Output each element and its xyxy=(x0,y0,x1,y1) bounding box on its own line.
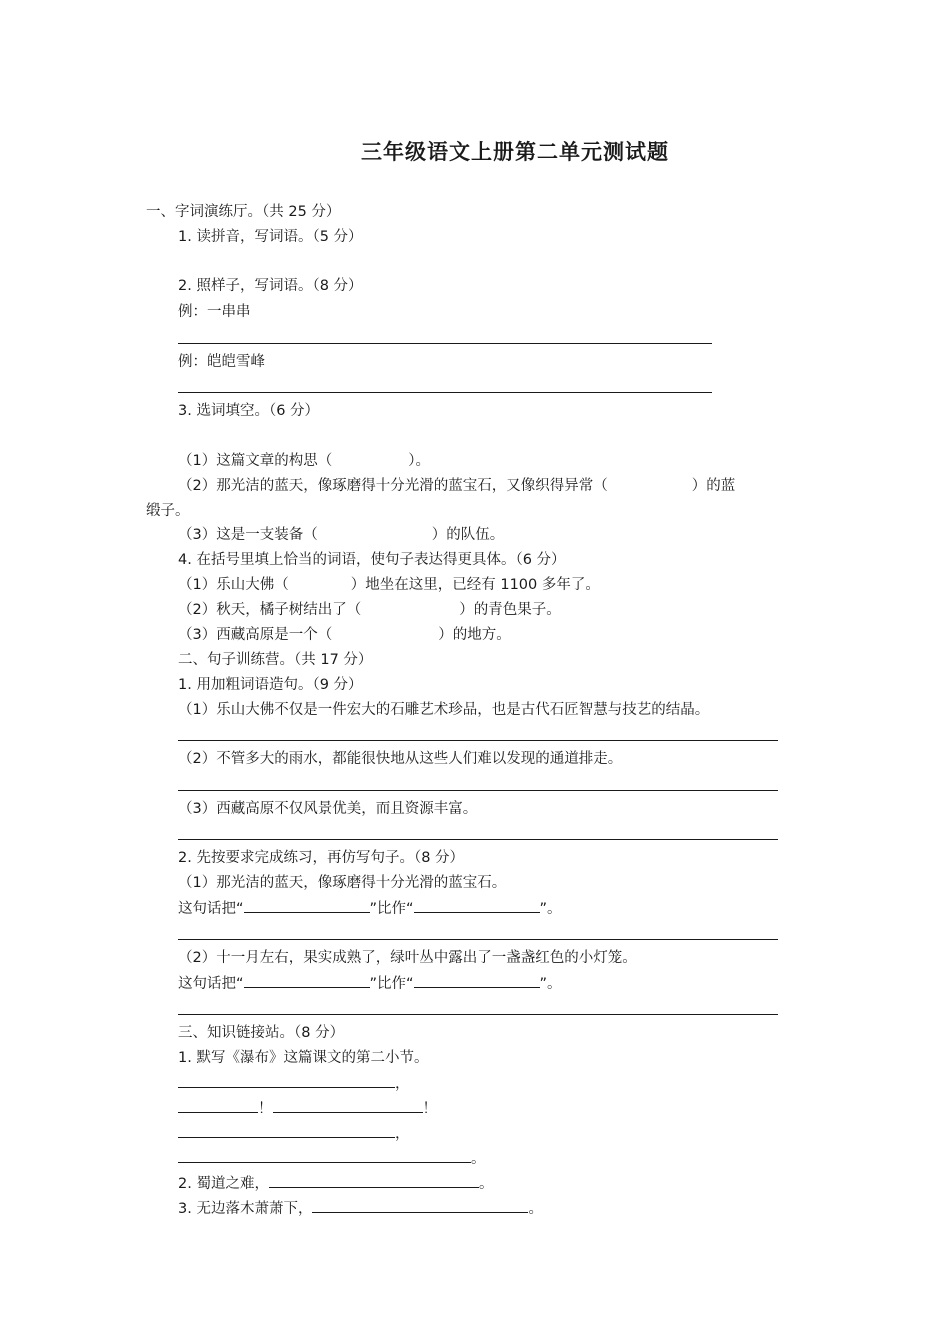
section-1-heading: 一、字词演练厅。（共 25 分） xyxy=(146,204,341,220)
recite-line-3 xyxy=(178,1123,410,1144)
sentence-item-3: （3）西藏高原不仅风景优美，而且资源丰富。 xyxy=(178,801,478,817)
sentence-item-5: （2）十一月左右，果实成熟了，绿叶丛中露出了一盏盏红色的小灯笼。 xyxy=(178,950,637,966)
fill-blank[interactable] xyxy=(178,1123,395,1138)
compare-text: 这句话把“ xyxy=(178,976,244,992)
question-2-1: 1. 用加粗词语造句。（9 分） xyxy=(178,677,363,693)
compare-text: 这句话把“ xyxy=(178,901,244,917)
sentence-item-4: （1）那光洁的蓝天，像琢磨得十分光滑的蓝宝石。 xyxy=(178,875,507,891)
fill-blank[interactable] xyxy=(244,898,370,913)
poem-text: 2. 蜀道之难， xyxy=(178,1176,269,1192)
fill-text: （1）这篇文章的构思（ xyxy=(178,453,333,469)
sentence-item-1: （1）乐山大佛不仅是一件宏大的石雕艺术珍品，也是古代石匠智慧与技艺的结晶。 xyxy=(178,702,710,718)
answer-line[interactable] xyxy=(178,740,778,741)
fill-item-4-2 xyxy=(178,600,561,620)
question-3-1: 1. 默写《瀑布》这篇课文的第二小节。 xyxy=(178,1050,429,1066)
punct: 。 xyxy=(471,1151,486,1167)
fill-blank[interactable] xyxy=(312,1198,528,1213)
fill-text: （3）西藏高原是一个（ xyxy=(178,627,333,643)
question-3-3 xyxy=(178,1198,543,1219)
punct: ！ xyxy=(258,1101,273,1117)
sentence-item-2: （2）不管多大的雨水，都能很快地从这些人们难以发现的通道排走。 xyxy=(178,751,623,767)
recite-line-2 xyxy=(178,1098,437,1119)
answer-line[interactable] xyxy=(178,343,712,344)
page-title: 三年级语文上册第二单元测试题 xyxy=(361,140,669,164)
compare-line-1 xyxy=(178,898,562,919)
fill-item-3-1 xyxy=(178,451,430,471)
fill-item-3-3 xyxy=(178,525,504,545)
answer-line[interactable] xyxy=(178,839,778,840)
fill-item-4-3 xyxy=(178,625,511,645)
question-1-2: 2. 照样子，写词语。（8 分） xyxy=(178,278,363,294)
fill-text: ）的青色果子。 xyxy=(459,602,561,618)
question-3-2 xyxy=(178,1173,493,1194)
fill-text: ）的蓝 xyxy=(691,478,736,494)
fill-text: （2）那光洁的蓝天，像琢磨得十分光滑的蓝宝石，又像织得异常（ xyxy=(178,478,608,494)
fill-text: （1）乐山大佛（ xyxy=(178,577,289,593)
compare-text: ”。 xyxy=(539,901,562,917)
section-3-heading: 三、知识链接站。（8 分） xyxy=(178,1025,345,1041)
recite-line-1 xyxy=(178,1073,410,1094)
fill-blank[interactable] xyxy=(414,898,540,913)
punct: 。 xyxy=(478,1176,494,1192)
question-1-4: 4. 在括号里填上恰当的词语，使句子表达得更具体。（6 分） xyxy=(178,552,566,568)
fill-blank[interactable] xyxy=(178,1073,395,1088)
example-2: 例：皑皑雪峰 xyxy=(178,354,265,370)
answer-line[interactable] xyxy=(178,392,712,393)
compare-text: ”。 xyxy=(539,976,562,992)
fill-text: ）的队伍。 xyxy=(431,527,505,543)
fill-blank[interactable] xyxy=(414,973,540,988)
example-1: 例：一串串 xyxy=(178,304,251,320)
fill-blank[interactable] xyxy=(269,1173,479,1188)
section-2-heading: 二、句子训练营。（共 17 分） xyxy=(178,652,373,668)
fill-text: ）。 xyxy=(408,453,430,469)
poem-text: 3. 无边落木萧萧下， xyxy=(178,1201,313,1217)
compare-line-2 xyxy=(178,973,562,994)
punct: ， xyxy=(395,1126,410,1142)
fill-text: （3）这是一支装备（ xyxy=(178,527,318,543)
punct: ， xyxy=(395,1076,410,1092)
fill-item-4-1 xyxy=(178,575,600,595)
fill-blank[interactable] xyxy=(178,1098,258,1113)
fill-blank[interactable] xyxy=(273,1098,423,1113)
compare-text: ”比作“ xyxy=(369,901,414,917)
fill-item-3-2 xyxy=(178,476,735,496)
punct: ！ xyxy=(422,1101,437,1117)
answer-line[interactable] xyxy=(178,790,778,791)
fill-blank[interactable] xyxy=(178,1148,471,1163)
question-1-3: 3. 选词填空。（6 分） xyxy=(178,403,320,419)
compare-text: ”比作“ xyxy=(369,976,414,992)
question-1-1: 1. 读拼音，写词语。（5 分） xyxy=(178,229,363,245)
fill-text: （2）秋天，橘子树结出了（ xyxy=(178,602,362,618)
answer-line[interactable] xyxy=(178,939,778,940)
recite-line-4 xyxy=(178,1148,486,1169)
fill-text: ）地坐在这里，已经有 1100 多年了。 xyxy=(350,577,600,593)
answer-line[interactable] xyxy=(178,1014,778,1015)
punct: 。 xyxy=(528,1201,543,1217)
fill-text: ）的地方。 xyxy=(438,627,511,643)
fill-blank[interactable] xyxy=(244,973,370,988)
question-2-2: 2. 先按要求完成练习，再仿写句子。（8 分） xyxy=(178,850,465,866)
fill-item-3-2-cont: 缎子。 xyxy=(146,503,190,519)
